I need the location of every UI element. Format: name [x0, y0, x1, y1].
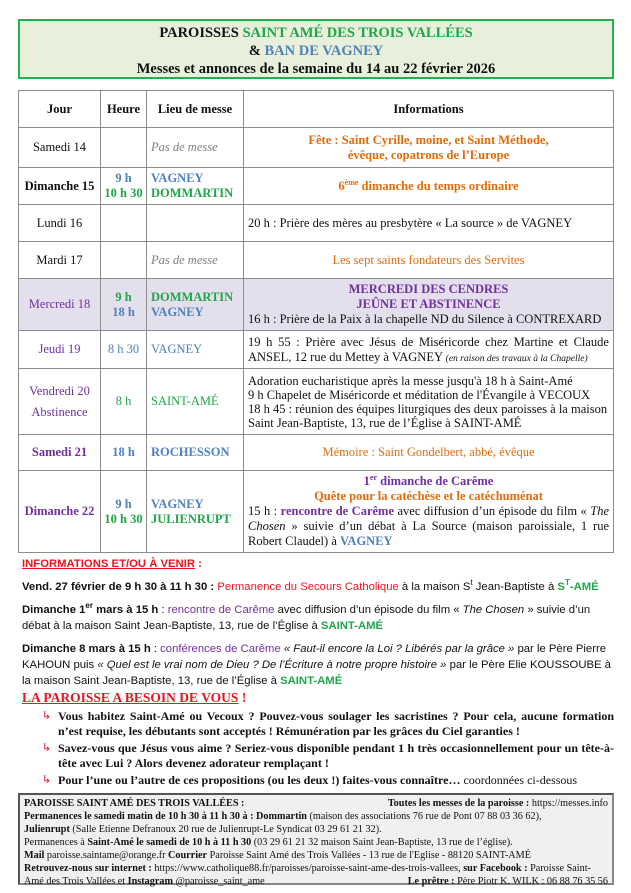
- informations-section: INFORMATIONS ET/OU À VENIR : Vend. 27 février de 9 h 30 à 11 h 30 : Permanence du Secours Catholique à la maison $S^t$ Jean-Baptiste à $S^T$-AMÉ Dimanche 1er mars à 15 h : rencontre de Carême avec diffusion d’un épisode du film « The Chosen » suivie d’un débat à la maison Saint Jean-Baptiste, 13, rue de l’Église à SAINT-AMÉ Dimanche 8 mars à 15 h : conférences de Carême « Faut-il encore la Loi ? Libérés par la grâce » par le Père Pierre KAHOUN puis « Quel est le vrai nom de Dieu ? De l’Écriture à notre propre histoire » par le Père Elie KOUSSOUBE à la maison Saint Jean-Baptiste, 13, rue de l’Église à SAINT-AMÉ: [22, 556, 614, 696]
- table-row: Jeudi 19 8 h 30 VAGNEY 19 h 55 : Prière avec Jésus de Miséricorde chez Martine et Claude ANSEL, 12 rue du Mettey à VAGNEY (en raison des travaux à la Chapelle): [19, 331, 614, 369]
- website-link[interactable]: https://www.catholique88.fr/paroisses/paroisse-saint-ame-des-trois-vallees,: [151, 863, 464, 874]
- col-jour: Jour: [19, 91, 101, 128]
- table-row: Vendredi 20 Abstinence 8 h SAINT-AMÉ Adoration eucharistique après la messe jusqu'à 18 h à Saint-Amé 9 h Chapelet de Miséricorde et méditation de l'Évangile à VECOUX 18 h 45 : réunion des équipes liturgiques des deux paroisses à la maison Saint Jean-Baptiste, 13, rue de l’Église à SAINT-AMÉ: [19, 369, 614, 435]
- header-line2: & BAN DE VAGNEY: [248, 43, 384, 59]
- table-row: Samedi 21 18 h ROCHESSON Mémoire : Saint Gondelbert, abbé, évêque: [19, 435, 614, 471]
- besoin-title: LA PAROISSE A BESOIN DE VOUS: [22, 690, 239, 705]
- table-row: Samedi 14 Pas de messe Fête : Saint Cyrille, moine, et Saint Méthode, évêque, copatrons de l’Europe: [19, 128, 614, 168]
- col-lieu: Lieu de messe: [147, 91, 244, 128]
- schedule-table: [18, 90, 614, 553]
- list-item: ↳ Savez-vous que Jésus vous aime ? Seriez-vous disponible pendant 1 h très occasionnellement pour un tête-à-tête avec Lui ? Alors devenez adorateur remplaçant !: [42, 741, 614, 770]
- info-item: Vend. 27 février de 9 h 30 à 11 h 30 : Permanence du Secours Catholique à la maison $S^t$ Jean-Baptiste à $S^T$-AMÉ: [22, 578, 599, 593]
- informations-title: INFORMATIONS ET/OU À VENIR: [22, 558, 196, 570]
- besoin-section: LA PAROISSE A BESOIN DE VOUS ! ↳ Vous habitez Saint-Amé ou Vecoux ? Pouvez-vous soulager les sacristines ? Pour cela, aucune formation n’est requise, les débutants sont acceptés ! Rémunération par les grâces du Ciel garanties ! ↳ Savez-vous que Jésus vous aime ? Seriez-vous disponible pendant 1 h très occasionnellement pour un tête-à-tête avec Lui ? Alors devenez adorateur remplaçant ! ↳ Pour l’une ou l’autre de ces propositions (ou les deux !) faites-vous connaître… coordonnées ci-dessous: [22, 690, 614, 787]
- arrow-bullet-icon: ↳: [42, 710, 52, 722]
- table-row: Dimanche 22 9 h 10 h 30 VAGNEY JULIENRUPT 1er dimanche de Carême Quête pour la catéchèse et le catéchuménat 15 h : rencontre de Carême avec diffusion d’un épisode du film « The Chosen » suivie d’un débat à La Source (maison paroissiale, 1 rue Robert Claudel) à VAGNEY: [19, 471, 614, 553]
- mail-link[interactable]: paroisse.saintame@orange.fr: [44, 850, 169, 861]
- messes-link[interactable]: https://messes.info: [531, 798, 608, 809]
- header-box: [18, 19, 614, 79]
- table-row: Mercredi 18 9 h 18 h DOMMARTIN VAGNEY MERCREDI DES CENDRES JEÛNE ET ABSTINENCE 16 h : Prière de la Paix à la chapelle ND du Silence à CONTREXARD: [19, 279, 614, 331]
- header-line3: Messes et annonces de la semaine du 14 au 22 février 2026: [136, 61, 496, 77]
- list-item: ↳ Pour l’une ou l’autre de ces propositions (ou les deux !) faites-vous connaître… coordonnées ci-dessous: [42, 773, 578, 787]
- col-informations: Informations: [244, 91, 614, 128]
- contact-footer: PAROISSE SAINT AMÉ DES TROIS VALLÉES : Toutes les messes de la paroisse : https://messes.info Permanences le samedi matin de 10 h 30 à 11 h 30 à : Dommartin (maison des associations 76 rue de Pont 07 88 03 36 62), Julienrupt (Salle Etienne Defranoux 20 rue de Julienrupt-Le Syndicat 03 29 61 21 32). Permanences à Saint-Amé le samedi de 10 h à 11 h 30 (03 29 61 21 32 maison Saint Jean-Baptiste, 13 rue de l’église). Mail paroisse.saintame@orange.fr Courrier Paroisse Saint Amé des Trois Vallées - 13 rue de l'Eglise - 88120 SAINT-AMÉ Retrouvez-nous sur internet : https://www.catholique88.fr/paroisses/paroisse-saint-ame-des-trois-vallees, sur Facebook : Paroisse Saint-Amé des Trois Vallées et Instagram @paroisse_saint_ame Le prêtre : Père Piotr K. WILK : 06 88 76 35 56: [18, 793, 614, 885]
- info-item: Dimanche 1er mars à 15 h : rencontre de Carême avec diffusion d’un épisode du film « The Chosen » suivie d’un débat à la maison Saint Jean-Baptiste, 13, rue de l’Église à SAINT-AMÉ: [22, 601, 591, 632]
- arrow-bullet-icon: ↳: [42, 742, 52, 754]
- footer-title: PAROISSE SAINT AMÉ DES TROIS VALLÉES :: [24, 798, 245, 809]
- header-line1: PAROISSES SAINT AMÉ DES TROIS VALLÉES: [159, 25, 473, 41]
- list-item: ↳ Vous habitez Saint-Amé ou Vecoux ? Pouvez-vous soulager les sacristines ? Pour cela, aucune formation n’est requise, les débutants sont acceptés ! Rémunération par les grâces du Ciel garanties !: [42, 709, 614, 738]
- info-item: Dimanche 8 mars à 15 h : conférences de Carême « Faut-il encore la Loi ? Libérés par la grâce » par le Père Pierre KAHOUN puis « Quel est le vrai nom de Dieu ? De l’Écriture à notre propre histoire » par le Père Elie KOUSSOUBE à la maison Saint Jean-Baptiste, 13, rue de l’Église à SAINT-AMÉ: [22, 643, 611, 687]
- arrow-bullet-icon: ↳: [42, 774, 52, 786]
- table-row: Lundi 16 20 h : Prière des mères au presbytère « La source » de VAGNEY: [19, 205, 614, 242]
- table-header-row: [19, 91, 614, 128]
- besoin-list: [22, 709, 614, 788]
- col-heure: Heure: [101, 91, 147, 128]
- table-row: Mardi 17 Pas de messe Les sept saints fondateurs des Servites: [19, 242, 614, 279]
- table-row: Dimanche 15 9 h 10 h 30 VAGNEY DOMMARTIN 6ème dimanche du temps ordinaire: [19, 168, 614, 205]
